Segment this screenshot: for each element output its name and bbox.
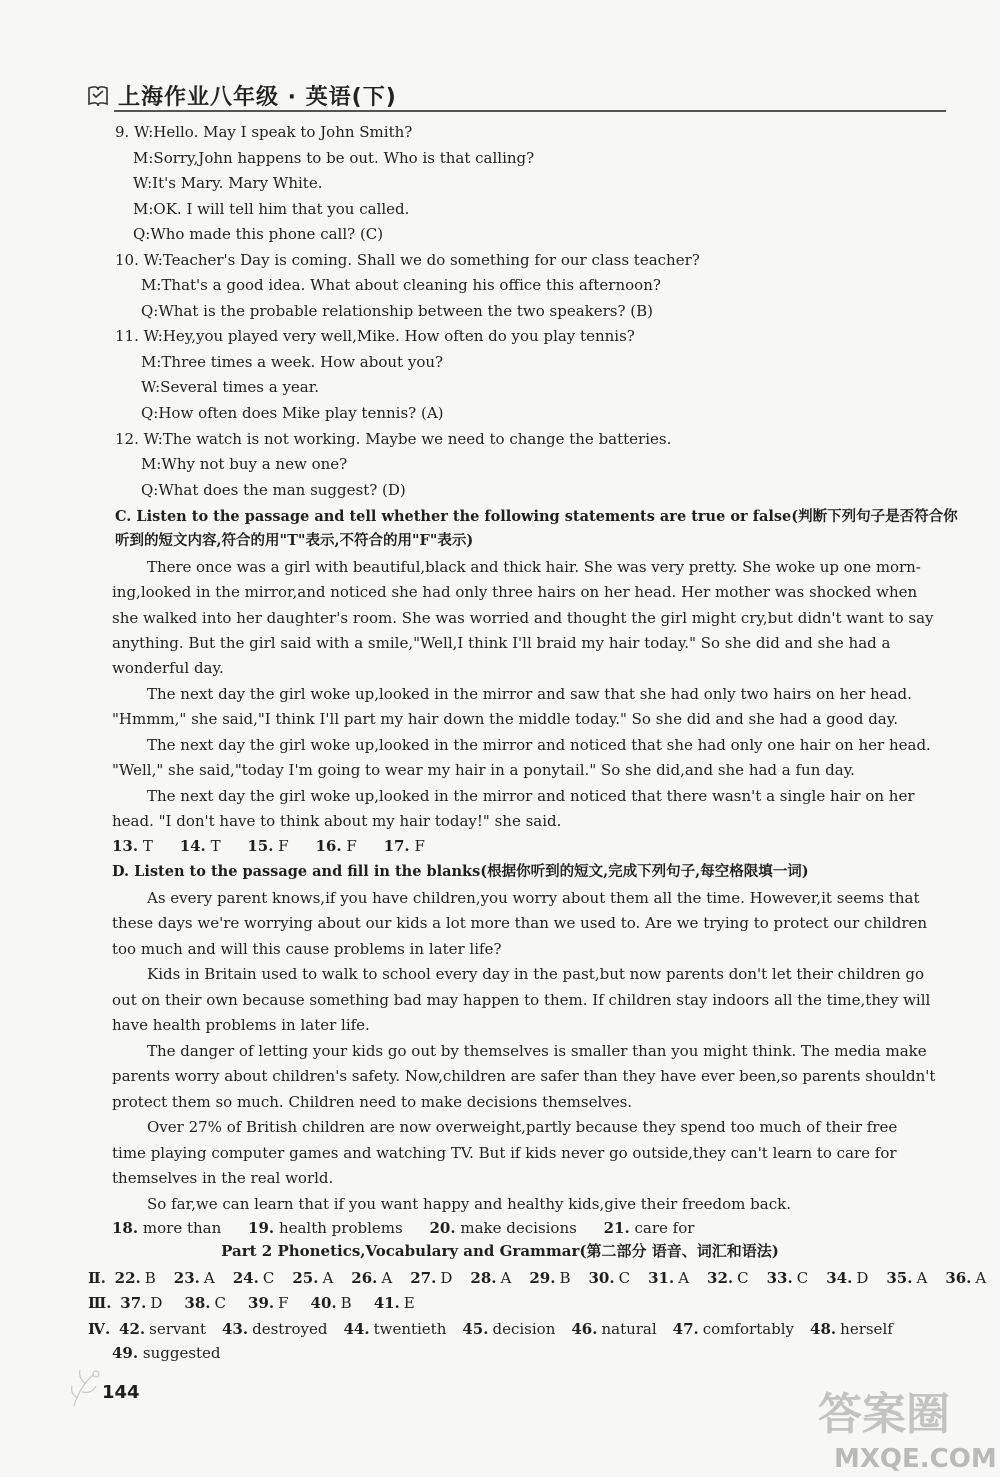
section-d-instruction: D. Listen to the passage and fill in the blanks(根据你听到的短文,完成下列句子,每空格限填一词) — [112, 863, 809, 880]
answer-item — [374, 1294, 415, 1312]
answer-value: decision — [492, 1320, 556, 1338]
dialog-11-line-3: W:Several times a year. — [141, 378, 320, 396]
passage-d-line: out on their own because something bad may happen to them. If children stay indoors all the time,they will — [112, 991, 931, 1009]
answer-number: 25. — [292, 1269, 319, 1287]
answer-value: B — [559, 1269, 571, 1287]
dialog-10-line-3: Q:What is the probable relationship between the two speakers? (B) — [141, 302, 654, 320]
passage-d-line: Over 27% of British children are now overweight,partly because they spend too much of their free — [147, 1118, 898, 1136]
dialog-9-line-5: Q:Who made this phone call? (C) — [133, 225, 384, 243]
passage-c-line: "Well," she said,"today I'm going to wear my hair in a ponytail." So she did,and she had a fun day. — [112, 761, 855, 779]
answer-value: B — [340, 1294, 352, 1312]
answer-number: 20. — [429, 1219, 456, 1237]
answer-value: A — [678, 1269, 690, 1287]
answer-number: 19. — [248, 1219, 275, 1237]
passage-c-line: "Hmmm," she said,"I think I'll part my hair down the middle today." So she did and she had a good day. — [112, 710, 898, 728]
answer-number: 21. — [603, 1219, 630, 1237]
answer-value: C — [796, 1269, 809, 1287]
book-logo-icon — [86, 84, 110, 108]
answer-value: A — [203, 1269, 215, 1287]
answer-number: 17. — [383, 837, 410, 855]
part-2-title: Part 2 Phonetics,Vocabulary and Grammar(第二部分 语音、词汇和语法) — [221, 1242, 779, 1260]
answer-number: 26. — [351, 1269, 378, 1287]
passage-d-line: Kids in Britain used to walk to school every day in the past,but now parents don't let their children go — [147, 965, 925, 983]
answer-item — [184, 1294, 226, 1312]
dialog-9-line-2: M:Sorry,John happens to be out. Who is that calling? — [133, 149, 535, 167]
answer-number: 38. — [184, 1294, 211, 1312]
passage-c-line: The next day the girl woke up,looked in the mirror and saw that she had only two hairs on her head. — [147, 685, 912, 703]
passage-c-line: There once was a girl with beautiful,black and thick hair. She was very pretty. She woke up one morn- — [147, 558, 921, 576]
answer-value: A — [975, 1269, 987, 1287]
answer-value: suggested — [142, 1344, 221, 1362]
page-header — [86, 78, 946, 116]
answer-item — [222, 1320, 327, 1338]
answer-number: 31. — [648, 1269, 675, 1287]
answer-value: B — [144, 1269, 156, 1287]
answer-item — [673, 1320, 794, 1338]
answer-item — [707, 1269, 749, 1287]
answer-value: care for — [634, 1219, 695, 1237]
answer-value: C — [214, 1294, 227, 1312]
answer-value: servant — [149, 1320, 206, 1338]
answer-item — [343, 1320, 446, 1338]
answer-item — [470, 1269, 511, 1287]
answer-number: 32. — [707, 1269, 734, 1287]
passage-c-line: The next day the girl woke up,looked in the mirror and noticed that she had only one hair on her head. — [147, 736, 931, 754]
answer-value: comfortably — [702, 1320, 795, 1338]
answer-number: 43. — [222, 1320, 249, 1338]
answer-row-iii — [88, 1293, 415, 1313]
answer-number: 45. — [462, 1320, 489, 1338]
watermark-logo — [800, 1367, 1000, 1477]
answer-value: twentieth — [373, 1320, 447, 1338]
passage-c-line: The next day the girl woke up,looked in the mirror and noticed that there wasn't a single hair on her — [147, 787, 915, 805]
passage-d-line: time playing computer games and watching TV. But if kids never go outside,they can't learn to care for — [112, 1144, 897, 1162]
passage-d-line: So far,we can learn that if you want happy and healthy kids,give their freedom back. — [147, 1195, 791, 1213]
answer-value: destroyed — [252, 1320, 328, 1338]
answer-item — [174, 1269, 215, 1287]
answer-value: D — [150, 1294, 163, 1312]
answer-item — [119, 1320, 206, 1338]
row-label: Ⅱ. — [88, 1269, 106, 1287]
answer-number: 39. — [248, 1294, 275, 1312]
answer-number: 34. — [826, 1269, 853, 1287]
answer-item — [462, 1320, 555, 1338]
row-label: Ⅲ. — [88, 1294, 112, 1312]
watermark-text: 答案圈 — [818, 1389, 950, 1440]
answer-value: F — [278, 1294, 289, 1312]
answer-number: 30. — [588, 1269, 615, 1287]
passage-c-line: head. "I don't have to think about my hair today!" she said. — [112, 812, 562, 830]
passage-d-line: parents worry about children's safety. Now,children are safer than they have ever been,so parents shouldn't — [112, 1067, 936, 1085]
answer-number: 23. — [173, 1269, 200, 1287]
answer-number: 44. — [343, 1320, 370, 1338]
answer-item — [648, 1269, 689, 1287]
passage-d-line: The danger of letting your kids go out by themselves is smaller than you might think. The media make — [147, 1042, 927, 1060]
answer-number: 41. — [373, 1294, 400, 1312]
answer-item — [810, 1320, 893, 1338]
answer-item — [588, 1269, 630, 1287]
dialog-12-line-1: 12. W:The watch is not working. Maybe we need to change the batteries. — [115, 430, 672, 448]
dialog-12-line-3: Q:What does the man suggest? (D) — [141, 481, 406, 499]
answer-value: D — [856, 1269, 869, 1287]
answer-item — [292, 1269, 333, 1287]
answer-item — [826, 1269, 868, 1287]
passage-d-line: themselves in the real world. — [112, 1169, 334, 1187]
dialog-12-line-2: M:Why not buy a new one? — [141, 455, 348, 473]
answer-item — [886, 1269, 927, 1287]
answer-number: 36. — [945, 1269, 972, 1287]
answer-value: C — [737, 1269, 749, 1287]
answer-value: F — [278, 837, 289, 855]
answer-number: 29. — [529, 1269, 556, 1287]
header-rule — [114, 110, 946, 112]
answer-value: natural — [601, 1320, 657, 1338]
answer-item — [410, 1269, 452, 1287]
answer-item — [115, 1269, 156, 1287]
answer-row-iv-continued — [112, 1343, 221, 1363]
dialog-9-line-4: M:OK. I will tell him that you called. — [133, 200, 410, 218]
answer-number: 33. — [766, 1269, 793, 1287]
answer-item — [945, 1269, 986, 1287]
passage-d-line: have health problems in later life. — [112, 1016, 370, 1034]
dialog-9-line-1: 9. W:Hello. May I speak to John Smith? — [115, 123, 413, 141]
answer-value: more than — [142, 1219, 222, 1237]
answer-number: 16. — [315, 837, 342, 855]
answer-value: A — [322, 1269, 334, 1287]
answer-number: 24. — [232, 1269, 259, 1287]
answer-number: 49. — [112, 1344, 139, 1362]
dialog-11-line-2: M:Three times a week. How about you? — [141, 353, 444, 371]
answer-value: T — [142, 837, 153, 855]
answer-value: C — [262, 1269, 275, 1287]
passage-c-line: wonderful day. — [112, 659, 224, 677]
answer-row-iv — [88, 1319, 893, 1339]
passage-d-line: protect them so much. Children need to make decisions themselves. — [112, 1093, 633, 1111]
answer-item — [248, 1294, 289, 1312]
answer-number: 47. — [672, 1320, 699, 1338]
dialog-10-line-2: M:That's a good idea. What about cleaning his office this afternoon? — [141, 276, 661, 294]
answer-value: F — [346, 837, 357, 855]
answer-number: 14. — [179, 837, 206, 855]
answer-number: 37. — [120, 1294, 147, 1312]
answer-number: 35. — [886, 1269, 913, 1287]
answer-value: C — [618, 1269, 631, 1287]
dialog-11-line-4: Q:How often does Mike play tennis? (A) — [141, 404, 444, 422]
answer-number: 40. — [310, 1294, 337, 1312]
answer-item — [311, 1294, 352, 1312]
answer-value: E — [403, 1294, 415, 1312]
answer-value: D — [440, 1269, 453, 1287]
answer-number: 15. — [247, 837, 274, 855]
answer-number: 48. — [810, 1320, 837, 1338]
answer-item — [233, 1269, 275, 1287]
answer-value: health problems — [278, 1219, 403, 1237]
dialog-10-line-1: 10. W:Teacher's Day is coming. Shall we do something for our class teacher? — [115, 251, 700, 269]
watermark-url: MXQE.COM — [834, 1444, 997, 1474]
answer-number: 42. — [119, 1320, 146, 1338]
passage-d-line: these days we're worrying about our kids a lot more than we used to. Are we trying to protect our children — [112, 914, 928, 932]
dialog-9-line-3: W:It's Mary. Mary White. — [133, 174, 323, 192]
answer-item — [351, 1269, 392, 1287]
answer-item — [571, 1320, 656, 1338]
answer-row-ii — [88, 1268, 986, 1288]
answer-value: F — [414, 837, 425, 855]
page-number: 144 — [102, 1382, 140, 1403]
answer-value: A — [381, 1269, 393, 1287]
answer-number: 18. — [112, 1219, 139, 1237]
answer-value: make decisions — [460, 1219, 577, 1237]
dialog-11-line-1: 11. W:Hey,you played very well,Mike. How often do you play tennis? — [115, 327, 635, 345]
flower-decoration-icon — [66, 1366, 106, 1412]
answer-value: A — [916, 1269, 928, 1287]
answer-number: 27. — [410, 1269, 437, 1287]
section-c-answers — [112, 836, 447, 856]
answer-number: 46. — [571, 1320, 598, 1338]
passage-c-line: she walked into her daughter's room. She was worried and thought the girl might cry,but didn't want to say — [112, 609, 934, 627]
answer-value: A — [500, 1269, 512, 1287]
answer-item — [767, 1269, 809, 1287]
passage-d-line: As every parent knows,if you have children,you worry about them all the time. However,it seems that — [147, 889, 920, 907]
section-d-answers — [112, 1218, 716, 1238]
answer-value: T — [210, 837, 221, 855]
header-title: 上海作业八年级 · 英语(下) — [118, 85, 397, 110]
row-label: Ⅳ. — [88, 1320, 111, 1338]
passage-d-line: too much and will this cause problems in later life? — [112, 940, 502, 958]
answer-value: herself — [840, 1320, 893, 1338]
section-c-instruction: C. Listen to the passage and tell whether the following statements are true or false(判断下列句子是否符合你 — [115, 508, 958, 525]
section-c-instruction-cont: 听到的短文内容,符合的用"T"表示,不符合的用"F"表示) — [115, 532, 474, 549]
answer-item — [120, 1294, 162, 1312]
answer-number: 28. — [470, 1269, 497, 1287]
passage-c-line: ing,looked in the mirror,and noticed she had only three hairs on her head. Her mother was shocked when — [112, 583, 918, 601]
passage-c-line: anything. But the girl said with a smile,"Well,I think I'll braid my hair today." So she did and she had a — [112, 634, 891, 652]
answer-number: 22. — [114, 1269, 141, 1287]
answer-item — [529, 1269, 570, 1287]
answer-number: 13. — [112, 837, 139, 855]
